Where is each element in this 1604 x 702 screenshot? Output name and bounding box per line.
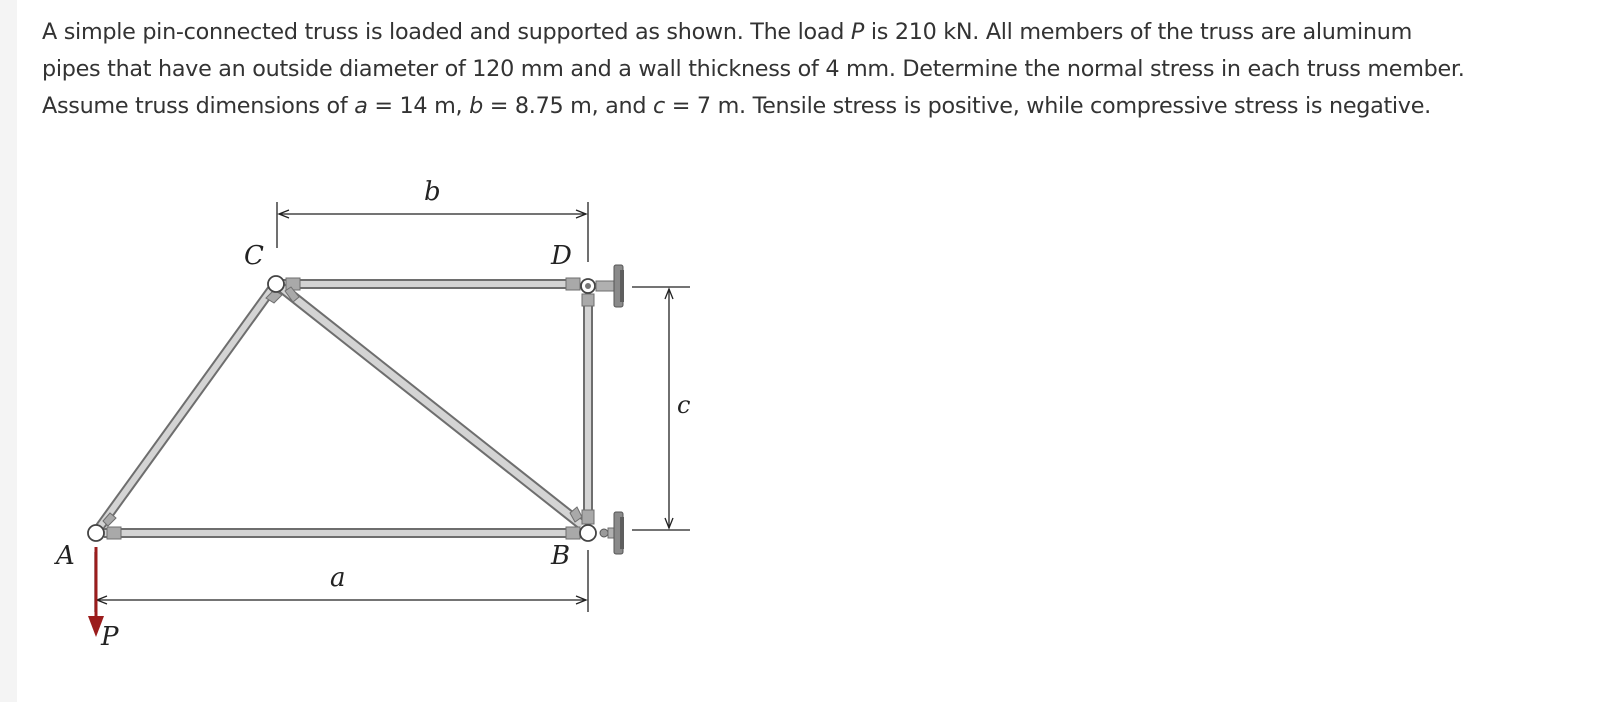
- label-load-p: P: [101, 622, 119, 652]
- joint-fittings: [103, 278, 594, 539]
- label-dimension-b: b: [424, 177, 441, 207]
- label-joint-a: A: [56, 541, 75, 571]
- member-bc: [282, 288, 582, 525]
- joint-a: [88, 525, 104, 541]
- problem-line-3: Assume truss dimensions of a = 14 m, b = 8.75 m, and c = 7 m. Tensile stress is positive, while compressive stress is negative.: [42, 93, 1431, 119]
- problem-line-1: A simple pin-connected truss is loaded and supported as shown. The load P is 210 kN. All members of the truss are aluminum: [42, 19, 1413, 45]
- supports: [596, 265, 624, 554]
- truss-members: [99, 284, 588, 533]
- support-d: [596, 265, 624, 307]
- problem-line-2: pipes that have an outside diameter of 120 mm and a wall thickness of 4 mm. Determine the normal stress in each truss member.: [42, 56, 1465, 82]
- label-dimension-c: c: [677, 391, 691, 419]
- member-ac: [99, 286, 274, 528]
- support-b: [600, 512, 624, 554]
- label-joint-b: B: [551, 541, 571, 571]
- pin-joints: [88, 276, 596, 541]
- label-dimension-a: a: [330, 563, 346, 593]
- label-joint-d: D: [551, 241, 572, 271]
- joint-b: [580, 525, 596, 541]
- joint-c: [268, 276, 284, 292]
- label-joint-c: C: [244, 241, 264, 271]
